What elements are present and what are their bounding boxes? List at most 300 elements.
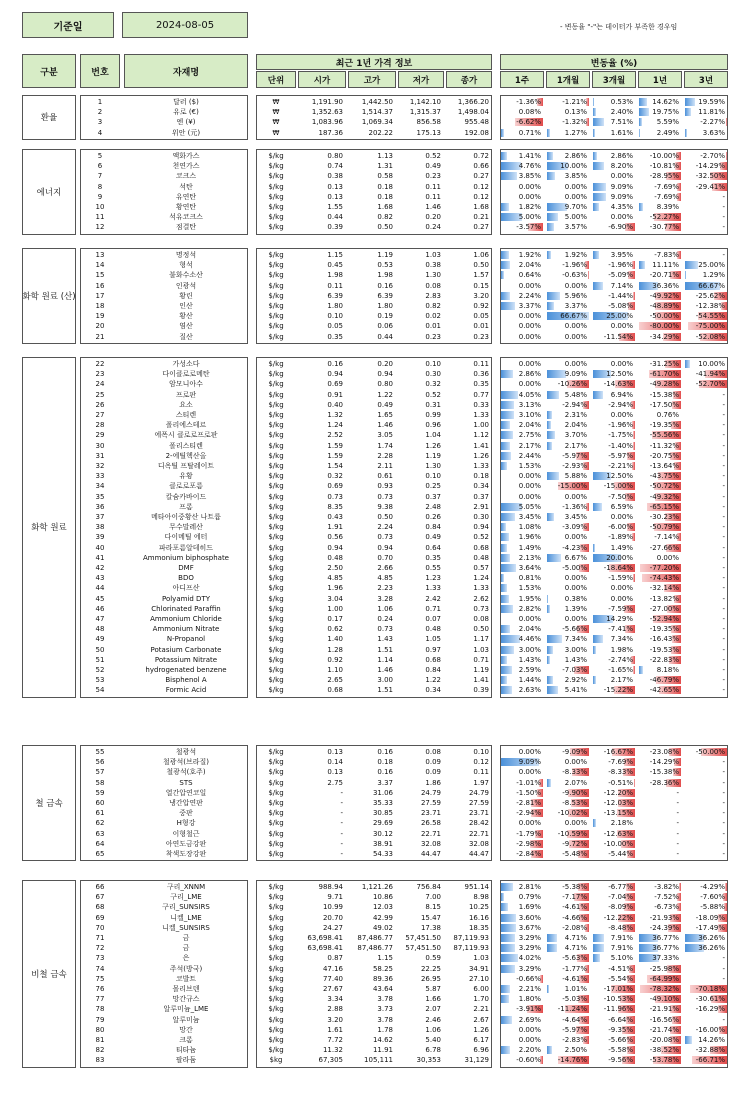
table-cell: $/kg xyxy=(268,666,284,674)
change-value: - xyxy=(722,553,725,562)
change-value: 2.07% xyxy=(564,778,587,787)
positive-bar xyxy=(685,129,687,137)
change-cell xyxy=(500,212,544,222)
change-value: 2.50% xyxy=(564,1046,587,1055)
positive-bar xyxy=(593,98,594,106)
table-cell: 0.25 xyxy=(425,482,441,491)
change-value: 2.92% xyxy=(564,676,587,685)
change-cell xyxy=(638,171,682,181)
change-value: 2.17% xyxy=(564,441,587,450)
change-cell xyxy=(500,1015,544,1025)
table-cell: 1.14 xyxy=(377,655,393,664)
table-cell: 55 xyxy=(95,748,105,756)
table-cell: Potassium Nitrate xyxy=(154,655,218,664)
table-cell: 디옥틸 프탈레이트 xyxy=(157,462,215,470)
change-value: -6.77% xyxy=(608,883,633,891)
change-value: 1.27% xyxy=(564,128,587,137)
table-cell: $/kg xyxy=(268,850,284,858)
table-cell: 1.03 xyxy=(425,251,441,259)
table-cell: $/kg xyxy=(268,645,284,654)
table-cell: 0.16 xyxy=(327,360,343,368)
table-cell: $/kg xyxy=(268,302,284,310)
change-cell xyxy=(592,430,636,440)
change-cell xyxy=(638,655,682,665)
table-cell: $/kg xyxy=(268,686,284,695)
table-cell: 44.47 xyxy=(468,850,489,858)
table-cell: 0.30 xyxy=(473,513,489,521)
positive-bar xyxy=(501,584,507,592)
table-cell: 61 xyxy=(95,809,105,818)
table-cell: 1.80 xyxy=(327,302,343,310)
change-cell xyxy=(684,1004,728,1014)
change-cell xyxy=(500,808,544,818)
table-cell: 이형철근 xyxy=(172,829,200,838)
change-value: 0.00% xyxy=(610,322,633,331)
change-cell xyxy=(500,655,544,665)
table-cell: 1.40 xyxy=(327,635,343,644)
table-cell: $/kg xyxy=(268,676,284,685)
change-value: 1.98% xyxy=(610,645,633,654)
table-cell: $/kg xyxy=(268,281,284,290)
table-cell: $/kg xyxy=(268,748,284,756)
positive-bar xyxy=(501,995,509,1003)
change-value: -10.26% xyxy=(557,380,587,389)
table-cell: 1.33 xyxy=(473,411,489,419)
table-cell: 65 xyxy=(95,850,105,858)
change-cell xyxy=(546,532,590,542)
table-cell: 67,305 xyxy=(318,1056,343,1065)
change-value: 3.29% xyxy=(518,944,541,953)
positive-bar xyxy=(593,544,595,552)
change-cell xyxy=(638,974,682,984)
positive-bar xyxy=(547,595,548,603)
table-cell: 955.48 xyxy=(464,118,489,127)
change-value: -17.50% xyxy=(649,400,679,409)
table-cell: 2.24 xyxy=(377,523,393,532)
change-value: -10.00% xyxy=(649,152,679,160)
table-cell: 51 xyxy=(95,655,105,664)
table-cell: $/kg xyxy=(268,788,284,797)
change-value: - xyxy=(722,213,725,222)
table-cell: 0.10 xyxy=(327,312,343,321)
change-value: -14.29% xyxy=(695,162,725,171)
change-value: -5.00% xyxy=(562,564,587,572)
table-cell: 45 xyxy=(95,594,105,603)
table-cell: 1.26 xyxy=(473,1025,489,1034)
positive-bar xyxy=(639,203,643,211)
table-cell: 아디프산 xyxy=(172,584,200,593)
change-cell xyxy=(684,892,728,902)
change-cell xyxy=(500,222,544,232)
change-cell xyxy=(546,222,590,232)
change-cell xyxy=(684,604,728,614)
table-cell: 24 xyxy=(95,380,105,389)
category-label: 화학 원료 (산) xyxy=(22,291,76,302)
change-cell xyxy=(638,97,682,107)
change-value: 0.00% xyxy=(610,594,633,603)
negative-bar xyxy=(633,666,635,674)
positive-bar xyxy=(501,934,515,942)
change-cell xyxy=(684,182,728,192)
change-value: 0.71% xyxy=(518,128,541,137)
negative-bar xyxy=(633,574,635,582)
change-cell xyxy=(592,311,636,321)
change-value: 5.00% xyxy=(564,213,587,222)
change-value: 0.00% xyxy=(610,172,633,181)
change-cell xyxy=(592,634,636,644)
table-cell: 0.50 xyxy=(377,223,393,232)
table-cell: 1,121.26 xyxy=(361,883,393,891)
change-cell xyxy=(500,369,544,379)
change-value: -2.98% xyxy=(516,839,541,848)
table-cell: 0.16 xyxy=(377,768,393,777)
table-cell: 28.42 xyxy=(468,819,489,828)
change-cell xyxy=(684,192,728,202)
table-cell: 24.79 xyxy=(420,788,441,797)
change-cell xyxy=(546,107,590,117)
col-price-group: 최근 1년 가격 정보 xyxy=(256,54,492,70)
change-cell xyxy=(500,532,544,542)
change-cell xyxy=(684,808,728,818)
table-cell: 63,698.41 xyxy=(307,934,343,942)
change-value: -5.63% xyxy=(562,954,587,963)
table-cell: 30.12 xyxy=(372,829,393,838)
change-cell xyxy=(592,192,636,202)
change-value: 19.59% xyxy=(698,98,725,106)
change-value: -19.35% xyxy=(649,421,679,430)
change-cell xyxy=(546,624,590,634)
table-cell: 53 xyxy=(95,676,105,685)
change-value: 6.67% xyxy=(564,553,587,562)
change-value: 14.26% xyxy=(698,1036,725,1044)
table-cell: 175.13 xyxy=(416,128,441,137)
table-cell: 0.02 xyxy=(425,312,441,321)
change-cell xyxy=(592,281,636,291)
change-value: -15.38% xyxy=(649,768,679,777)
change-value: 0.00% xyxy=(518,1036,541,1044)
change-value: 19.75% xyxy=(652,108,679,117)
change-value: - xyxy=(722,758,725,767)
table-cell: 0.15 xyxy=(473,281,489,290)
table-cell: 0.13 xyxy=(327,768,343,777)
table-cell: 1.55 xyxy=(327,203,343,211)
change-value: - xyxy=(722,472,725,481)
table-cell: 23.71 xyxy=(420,809,441,818)
change-value: -3.57% xyxy=(516,223,541,232)
change-value: 66.67% xyxy=(698,281,725,290)
table-cell: 1.91 xyxy=(327,523,343,532)
change-value: 36.26% xyxy=(698,944,725,953)
change-cell xyxy=(684,522,728,532)
change-value: 20.00% xyxy=(606,553,633,562)
change-cell xyxy=(546,923,590,933)
table-cell: 46 xyxy=(95,604,105,613)
positive-bar xyxy=(501,302,515,310)
change-cell xyxy=(684,532,728,542)
change-cell xyxy=(546,614,590,624)
change-cell xyxy=(592,222,636,232)
change-cell xyxy=(638,685,682,695)
change-cell xyxy=(638,1025,682,1035)
positive-bar xyxy=(547,129,550,137)
table-cell: 0.73 xyxy=(377,492,393,501)
table-cell: 0.80 xyxy=(327,152,343,160)
change-value: 9.09% xyxy=(518,758,541,767)
change-cell xyxy=(638,512,682,522)
change-value: 3.29% xyxy=(518,964,541,973)
table-cell: 1.65 xyxy=(377,411,393,419)
change-value: -11.24% xyxy=(557,1005,587,1014)
change-cell xyxy=(684,747,728,757)
change-cell xyxy=(592,522,636,532)
change-value: -20.75% xyxy=(649,451,679,460)
table-cell: 1.10 xyxy=(327,666,343,674)
change-cell xyxy=(592,1015,636,1025)
change-value: 8.20% xyxy=(610,162,633,171)
change-value: -1.32% xyxy=(562,118,587,127)
table-cell: 0.62 xyxy=(327,625,343,634)
change-cell xyxy=(638,390,682,400)
change-value: 0.00% xyxy=(564,574,587,583)
change-value: -6.00% xyxy=(608,523,633,532)
change-value: -2.94% xyxy=(608,400,633,409)
table-cell: 81 xyxy=(95,1036,105,1044)
change-value: -18.09% xyxy=(695,913,725,922)
change-cell xyxy=(592,107,636,117)
table-cell: 요소 xyxy=(179,400,193,409)
positive-bar xyxy=(547,676,553,684)
positive-bar xyxy=(547,934,557,942)
table-cell: 0.58 xyxy=(377,172,393,181)
change-cell xyxy=(684,390,728,400)
change-cell xyxy=(592,502,636,512)
change-cell xyxy=(592,808,636,818)
table-cell: $/kg xyxy=(268,974,284,983)
table-cell: 1.26 xyxy=(425,441,441,450)
table-cell: 가성소다 xyxy=(172,360,200,368)
table-cell: $/kg xyxy=(268,261,284,270)
table-cell: 26.58 xyxy=(420,819,441,828)
positive-bar xyxy=(593,162,604,170)
change-value: -65.15% xyxy=(649,502,679,511)
change-value: -15.00% xyxy=(557,482,587,491)
change-value: 0.00% xyxy=(564,819,587,828)
table-cell: 2-에틸헥산올 xyxy=(165,451,207,460)
change-value: 3.37% xyxy=(518,302,541,310)
change-cell xyxy=(638,182,682,192)
change-cell xyxy=(592,291,636,301)
change-value: - xyxy=(722,203,725,211)
change-cell xyxy=(638,359,682,369)
positive-bar xyxy=(593,183,606,191)
positive-bar xyxy=(639,666,643,674)
change-cell xyxy=(546,128,590,138)
change-cell xyxy=(684,818,728,828)
table-cell: ₩ xyxy=(272,108,280,117)
positive-bar xyxy=(593,282,603,290)
change-value: -11.32% xyxy=(649,441,679,450)
change-value: - xyxy=(676,839,679,848)
change-cell xyxy=(684,994,728,1004)
change-cell xyxy=(684,481,728,491)
table-cell: 63,698.41 xyxy=(307,944,343,953)
positive-bar xyxy=(501,452,511,460)
category-label: 환율 xyxy=(40,113,58,124)
change-value: -4.64% xyxy=(562,1015,587,1024)
change-cell xyxy=(684,583,728,593)
table-cell: 6 xyxy=(97,162,103,171)
positive-bar xyxy=(593,676,596,684)
change-cell xyxy=(546,522,590,532)
change-value: -16.00% xyxy=(695,1025,725,1034)
change-value: - xyxy=(722,954,725,963)
change-cell xyxy=(546,481,590,491)
change-value: -1.79% xyxy=(516,829,541,838)
change-value: 2.75% xyxy=(518,431,541,440)
table-cell: Ammonium biphosphate xyxy=(143,553,229,562)
change-value: 4.35% xyxy=(610,203,633,211)
table-cell: 0.94 xyxy=(377,370,393,379)
change-cell xyxy=(592,553,636,563)
change-cell xyxy=(638,281,682,291)
table-cell: 0.37 xyxy=(473,492,489,501)
table-cell: 67 xyxy=(95,893,105,902)
table-cell: $/kg xyxy=(268,883,284,891)
change-value: 0.00% xyxy=(518,482,541,491)
table-cell: 0.48 xyxy=(425,625,441,634)
positive-bar xyxy=(501,656,507,664)
change-cell xyxy=(500,798,544,808)
change-cell xyxy=(638,492,682,502)
change-value: - xyxy=(722,533,725,542)
table-cell: 1.04 xyxy=(425,431,441,440)
change-value: -2.21% xyxy=(608,462,633,470)
table-cell: $/kg xyxy=(268,574,284,583)
table-cell: 냉간압연판 xyxy=(169,799,203,807)
change-cell xyxy=(546,583,590,593)
change-cell xyxy=(500,202,544,212)
change-value: -66.71% xyxy=(695,1056,725,1065)
change-value: -17.49% xyxy=(695,923,725,932)
change-cell xyxy=(546,369,590,379)
change-cell xyxy=(546,1035,590,1045)
table-cell: - xyxy=(340,819,343,828)
table-cell: 0.97 xyxy=(425,645,441,654)
change-cell xyxy=(592,250,636,260)
change-cell xyxy=(684,502,728,512)
change-cell xyxy=(546,311,590,321)
table-cell: 0.44 xyxy=(327,213,343,222)
col-m1: 1개월 xyxy=(546,71,590,88)
change-value: 5.88% xyxy=(564,472,587,481)
change-cell xyxy=(638,543,682,553)
change-value: - xyxy=(722,839,725,848)
change-value: -8.33% xyxy=(608,768,633,777)
table-cell: 0.52 xyxy=(425,152,441,160)
change-cell xyxy=(546,291,590,301)
table-cell: 크롬 xyxy=(179,1036,193,1044)
table-cell: 1.98 xyxy=(377,271,393,280)
change-cell xyxy=(684,655,728,665)
change-cell xyxy=(638,1045,682,1055)
change-cell xyxy=(638,757,682,767)
table-cell: Bisphenol A xyxy=(165,676,207,685)
change-value: 1.43% xyxy=(518,655,541,664)
change-cell xyxy=(592,492,636,502)
change-cell xyxy=(500,563,544,573)
positive-bar xyxy=(593,251,599,259)
positive-bar xyxy=(685,360,690,368)
table-cell: 0.18 xyxy=(377,758,393,767)
change-cell xyxy=(546,778,590,788)
positive-bar xyxy=(501,574,504,582)
change-cell xyxy=(638,410,682,420)
change-cell xyxy=(638,604,682,614)
table-cell: 형석 xyxy=(179,261,193,270)
change-cell xyxy=(592,97,636,107)
table-cell: 1.66 xyxy=(425,995,441,1004)
table-cell: 명정석 xyxy=(175,251,197,259)
table-cell: 1.05 xyxy=(425,635,441,644)
table-cell: 70 xyxy=(95,923,105,932)
table-cell: $/kg xyxy=(268,839,284,848)
table-cell: 7 xyxy=(97,172,103,181)
change-cell xyxy=(592,604,636,614)
change-value: 5.05% xyxy=(518,502,541,511)
change-value: - xyxy=(722,635,725,644)
change-cell xyxy=(592,1035,636,1045)
table-cell: 0.36 xyxy=(473,370,489,379)
col-category: 구분 xyxy=(22,54,76,88)
change-cell xyxy=(546,420,590,430)
change-cell xyxy=(638,502,682,512)
change-value: -2.84% xyxy=(516,850,541,858)
change-cell xyxy=(546,492,590,502)
table-cell: 17.38 xyxy=(420,923,441,932)
change-value: -49.92% xyxy=(649,291,679,300)
table-cell: 몰리브덴 xyxy=(172,985,200,993)
change-cell xyxy=(684,923,728,933)
table-cell: $/kg xyxy=(268,903,284,912)
change-value: -52.70% xyxy=(695,380,725,389)
table-cell: 1.68 xyxy=(377,203,393,211)
change-value: 8.39% xyxy=(656,203,679,211)
change-cell xyxy=(546,1055,590,1065)
table-cell: 105,111 xyxy=(364,1056,393,1065)
change-cell xyxy=(592,675,636,685)
col-unit: 단위 xyxy=(256,71,296,88)
table-cell: 6.39 xyxy=(327,291,343,300)
table-cell: 1.70 xyxy=(473,995,489,1004)
table-cell: $/kg xyxy=(268,322,284,331)
change-cell xyxy=(592,410,636,420)
positive-bar xyxy=(547,223,554,231)
table-cell: $/kg xyxy=(268,360,284,368)
change-cell xyxy=(638,107,682,117)
table-cell: 액화가스 xyxy=(172,152,200,160)
table-cell: 0.39 xyxy=(327,223,343,232)
table-cell: 2.28 xyxy=(377,451,393,460)
table-cell: 27.10 xyxy=(468,974,489,983)
change-value: 1.41% xyxy=(518,152,541,160)
table-cell: 1.57 xyxy=(473,271,489,280)
change-value: 1.29% xyxy=(702,271,725,280)
change-value: 0.00% xyxy=(610,513,633,521)
change-value: -7.60% xyxy=(700,893,725,902)
table-cell: 35.33 xyxy=(372,799,393,807)
table-cell: 0.73 xyxy=(377,625,393,634)
change-cell xyxy=(546,604,590,614)
